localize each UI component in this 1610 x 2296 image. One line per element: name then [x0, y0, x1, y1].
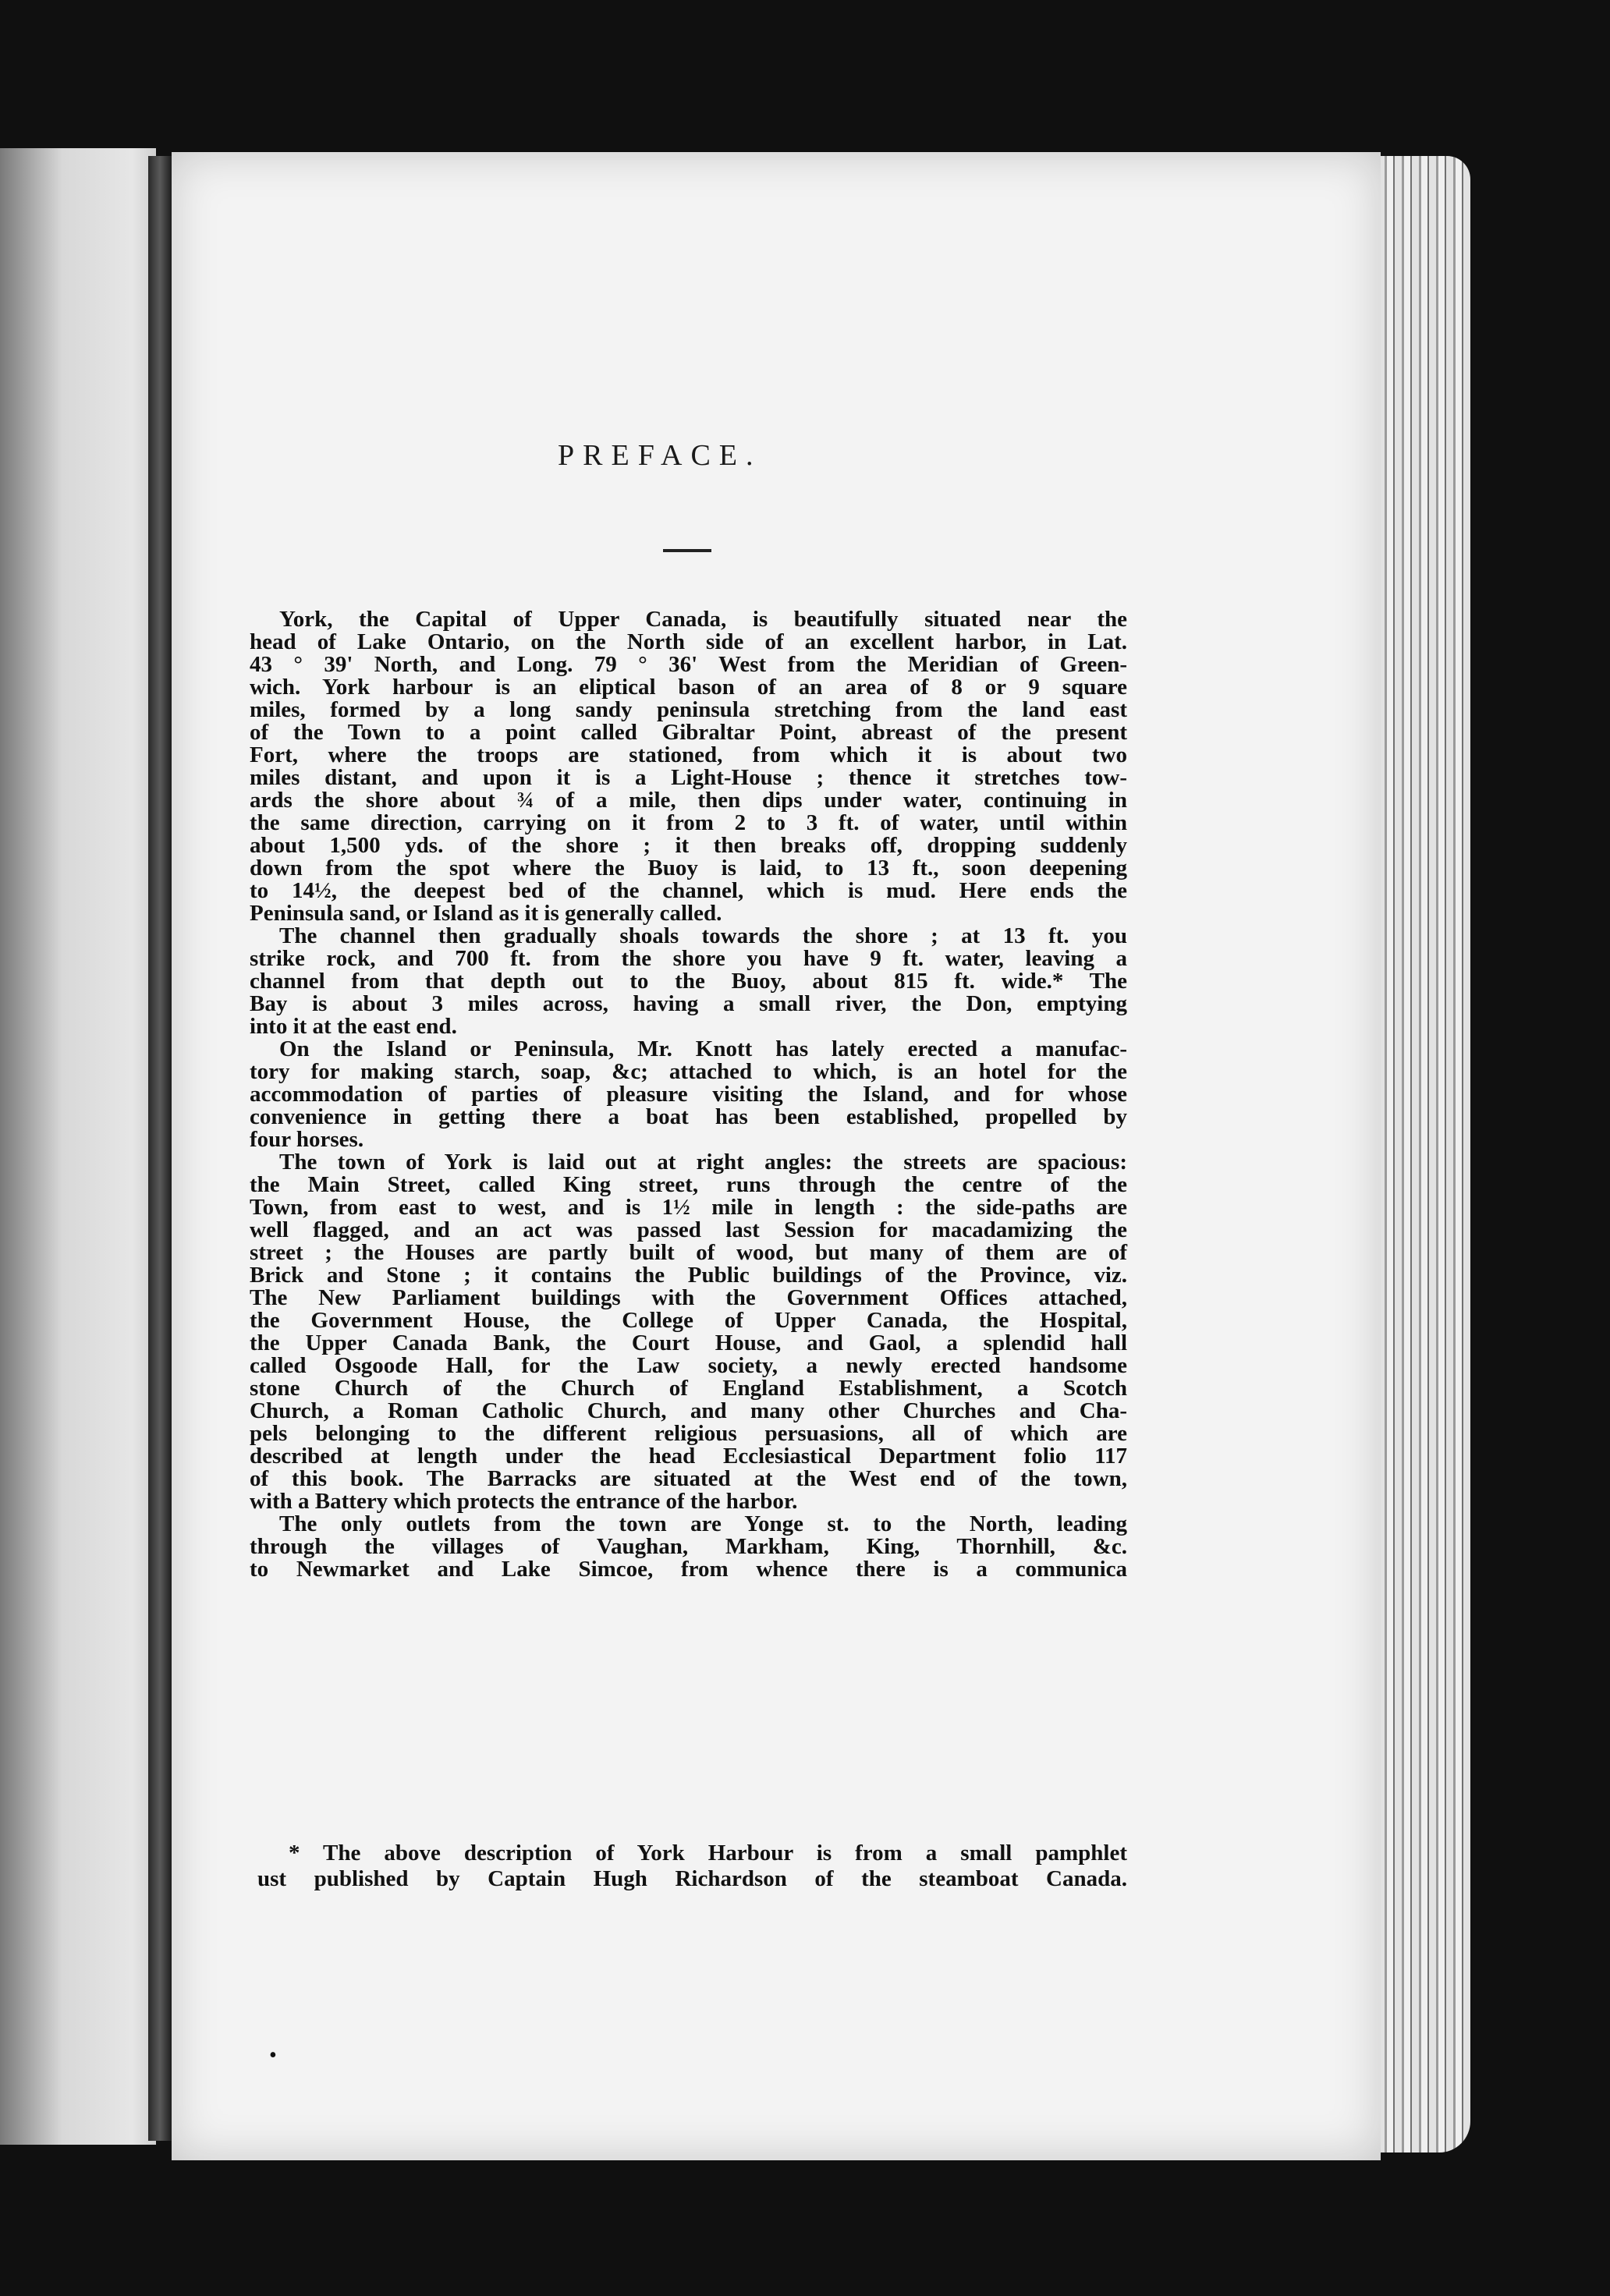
page-heading: PREFACE.	[558, 439, 762, 472]
body-line: The New Parliament buildings with the Government Offices attached,	[250, 1285, 1127, 1310]
body-line: ards the shore about ¾ of a mile, then dips under water, continuing in	[250, 788, 1127, 813]
body-line: Church, a Roman Catholic Church, and many other Churches and Cha-	[250, 1398, 1127, 1423]
body-line: pels belonging to the different religious persuasions, all of which are	[250, 1421, 1127, 1446]
footnote-line: ust published by Captain Hugh Richardson of the steamboat Canada.	[257, 1866, 1127, 1891]
body-line: 43 ° 39' North, and Long. 79 ° 36' West from the Meridian of Green-	[250, 652, 1127, 677]
body-line: the Main Street, called King street, runs through the centre of the	[250, 1172, 1127, 1197]
body-line: The channel then gradually shoals towards the shore ; at 13 ft. you	[279, 923, 1127, 948]
body-line: Peninsula sand, or Island as it is generally called.	[250, 901, 722, 926]
body-line: of this book. The Barracks are situated at the West end of the town,	[250, 1466, 1127, 1491]
body-line: miles distant, and upon it is a Light-House ; thence it stretches tow-	[250, 765, 1127, 790]
body-line: tory for making starch, soap, &c; attached to which, is an hotel for the	[250, 1059, 1127, 1084]
body-line: the same direction, carrying on it from 2 to 3 ft. of water, until within	[250, 810, 1127, 835]
body-line: The only outlets from the town are Yonge st. to the North, leading	[279, 1511, 1127, 1536]
body-line: street ; the Houses are partly built of wood, but many of them are of	[250, 1240, 1127, 1265]
body-line: The town of York is laid out at right angles: the streets are spacious:	[279, 1150, 1127, 1175]
body-line: of the Town to a point called Gibraltar Point, abreast of the present	[250, 720, 1127, 745]
footnote	[257, 1841, 1127, 1892]
body-line: strike rock, and 700 ft. from the shore you have 9 ft. water, leaving a	[250, 946, 1127, 971]
footnote-line: * The above description of York Harbour is from a small pamphlet	[289, 1841, 1127, 1866]
body-line: On the Island or Peninsula, Mr. Knott has lately erected a manufac-	[279, 1036, 1127, 1061]
ink-dot: •	[269, 2043, 277, 2067]
body-line: into it at the east end.	[250, 1014, 457, 1039]
body-line: to 14½, the deepest bed of the channel, which is mud. Here ends the	[250, 878, 1127, 903]
body-line: wich. York harbour is an eliptical bason of an area of 8 or 9 square	[250, 675, 1127, 700]
body-line: Town, from east to west, and is 1½ mile in length : the side-paths are	[250, 1195, 1127, 1220]
body-line: four horses.	[250, 1127, 364, 1152]
body-line: Bay is about 3 miles across, having a small river, the Don, emptying	[250, 991, 1127, 1016]
heading-rule	[663, 549, 711, 552]
body-line: to Newmarket and Lake Simcoe, from whence there is a communica	[250, 1557, 1127, 1582]
body-line: down from the spot where the Buoy is laid, to 13 ft., soon deepening	[250, 856, 1127, 880]
body-line: the Government House, the College of Upper Canada, the Hospital,	[250, 1308, 1127, 1333]
body-line: York, the Capital of Upper Canada, is beautifully situated near the	[279, 607, 1127, 632]
body-line: the Upper Canada Bank, the Court House, and Gaol, a splendid hall	[250, 1330, 1127, 1355]
body-line: stone Church of the Church of England Establishment, a Scotch	[250, 1376, 1127, 1401]
body-line: called Osgoode Hall, for the Law society, a newly erected handsome	[250, 1353, 1127, 1378]
body-line: about 1,500 yds. of the shore ; it then breaks off, dropping suddenly	[250, 833, 1127, 858]
left-page-edge	[0, 148, 156, 2145]
body-line: through the villages of Vaughan, Markham, King, Thornhill, &c.	[250, 1534, 1127, 1559]
preface-body	[250, 608, 1127, 1581]
body-line: Brick and Stone ; it contains the Public buildings of the Province, viz.	[250, 1263, 1127, 1288]
body-line: channel from that depth out to the Buoy, about 815 ft. wide.* The	[250, 969, 1127, 994]
body-line: head of Lake Ontario, on the North side of an excellent harbor, in Lat.	[250, 629, 1127, 654]
body-line: miles, formed by a long sandy peninsula stretching from the land east	[250, 697, 1127, 722]
body-line: described at length under the head Ecclesiastical Department folio 117	[250, 1444, 1127, 1469]
body-line: well flagged, and an act was passed last Session for macadamizing the	[250, 1217, 1127, 1242]
book-gutter	[148, 156, 172, 2141]
body-line: Fort, where the troops are stationed, from which it is about two	[250, 742, 1127, 767]
body-line: convenience in getting there a boat has been established, propelled by	[250, 1104, 1127, 1129]
body-line: accommodation of parties of pleasure visiting the Island, and for whose	[250, 1082, 1127, 1107]
body-line: with a Battery which protects the entrance of the harbor.	[250, 1489, 798, 1514]
